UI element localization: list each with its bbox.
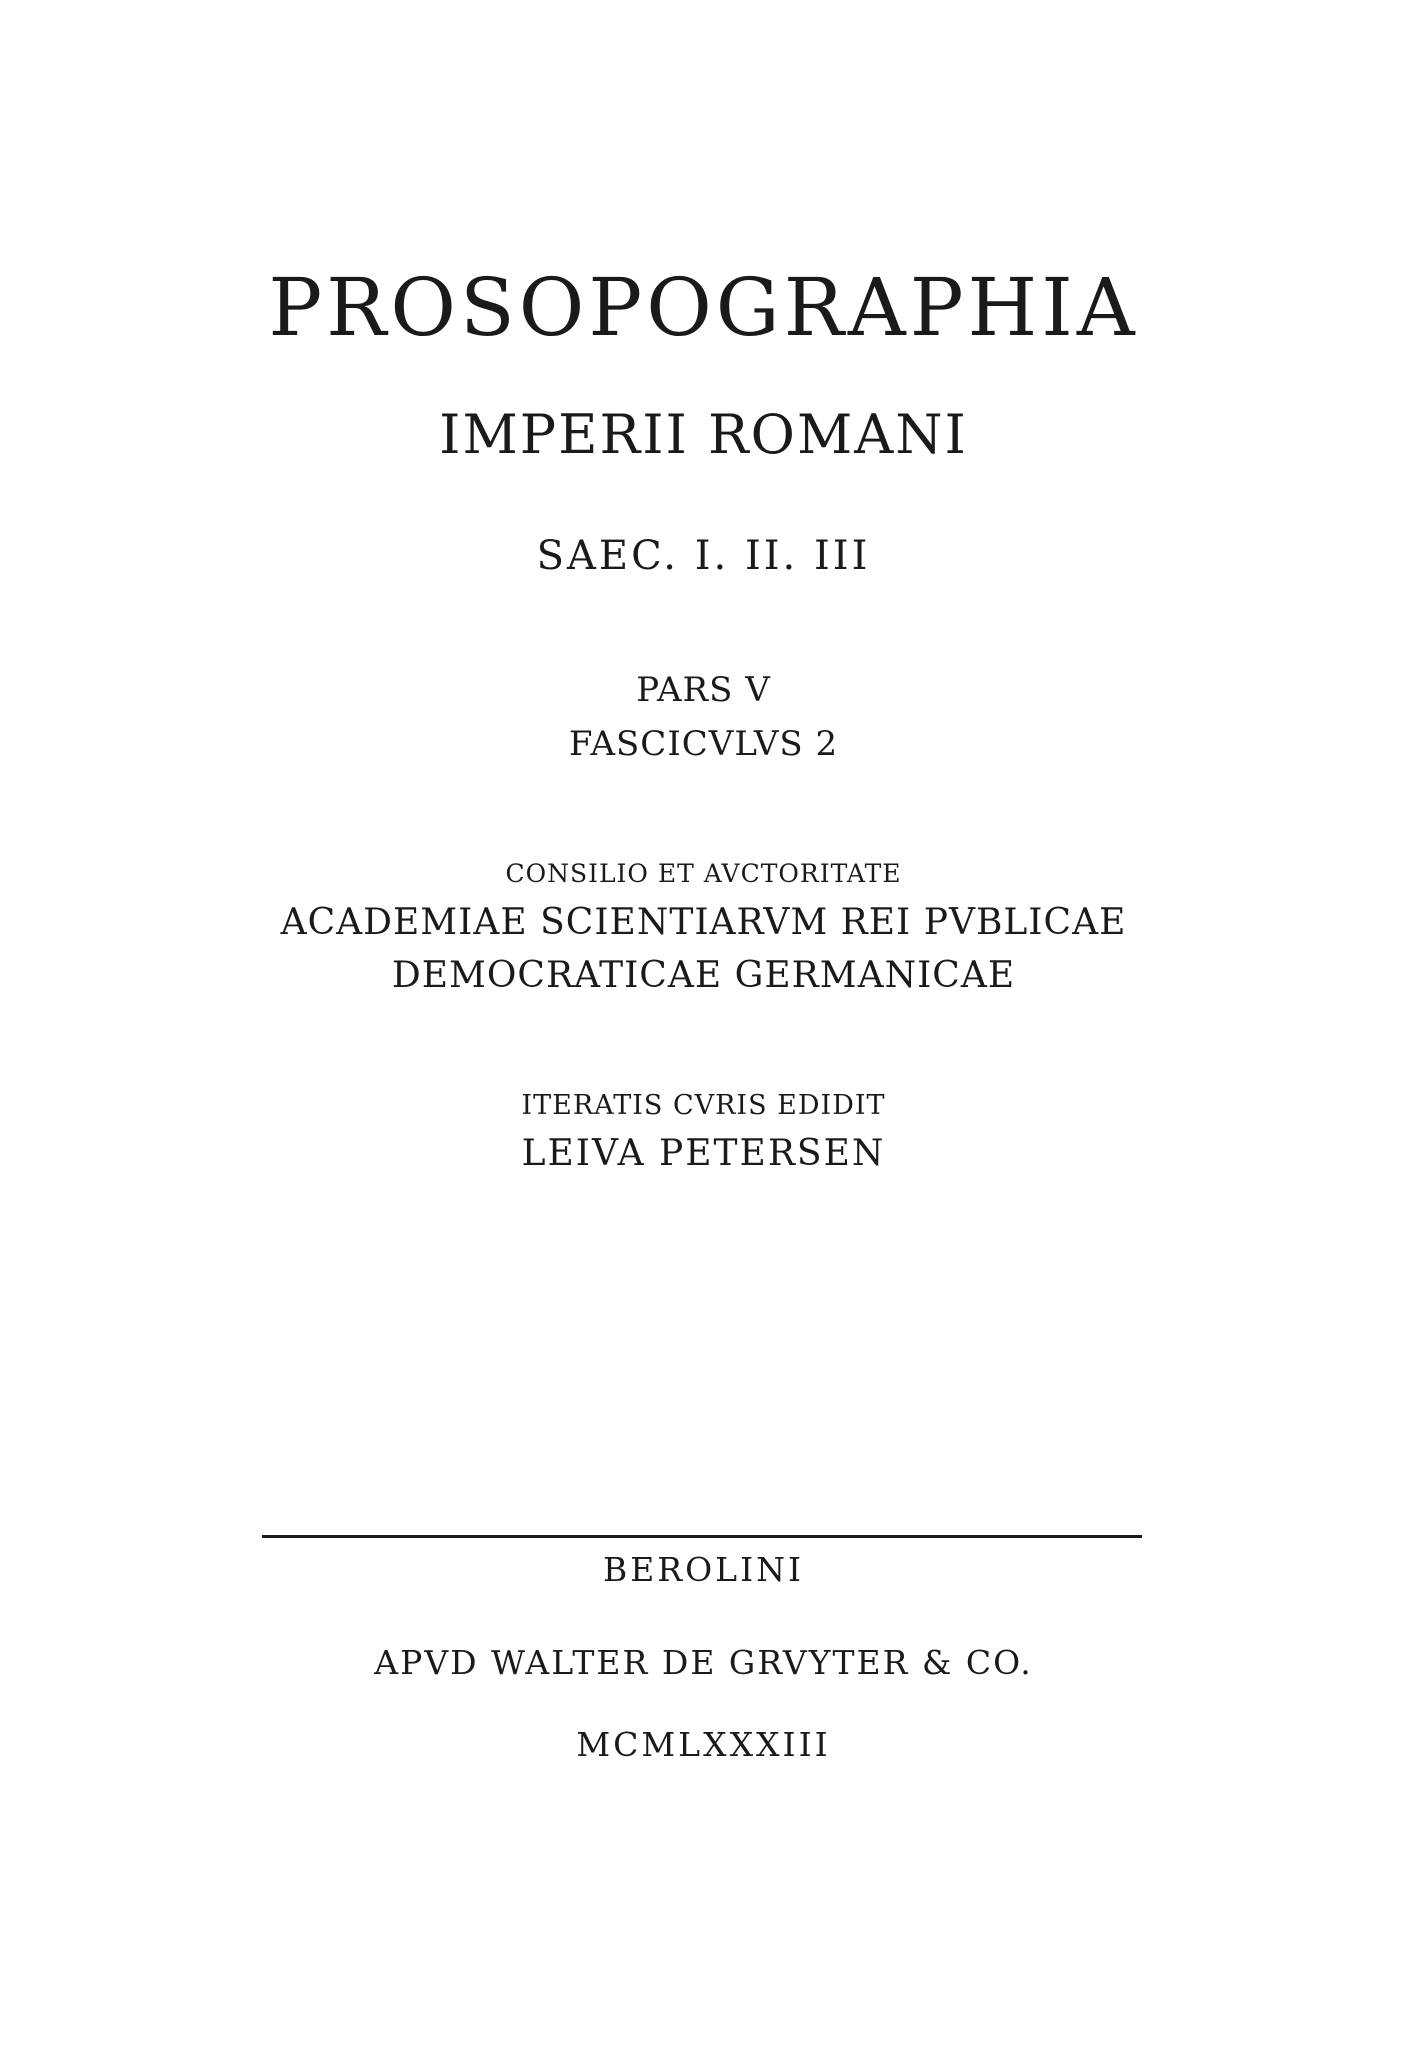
pars-line: PARS V — [636, 670, 771, 710]
editor-name: LEIVA PETERSEN — [521, 1133, 886, 1174]
imprint-year: MCMLXXXIII — [576, 1725, 831, 1764]
academy-line-2: DEMOCRATICAE GERMANICAE — [391, 955, 1016, 996]
book-title: PROSOPOGRAPHIA — [268, 261, 1139, 354]
editor-credit-label: ITERATIS CVRIS EDIDIT — [521, 1090, 886, 1121]
imprint-divider — [262, 1535, 1142, 1538]
imprint-publisher: APVD WALTER DE GRVYTER & CO. — [374, 1643, 1033, 1682]
saeculum-line: SAEC. I. II. III — [536, 533, 871, 579]
consilio-line: CONSILIO ET AVCTORITATE — [505, 859, 902, 888]
fasciculus-line: FASCICVLVS 2 — [568, 724, 839, 764]
book-subtitle: IMPERII ROMANI — [439, 403, 968, 466]
academy-line-1: ACADEMIAE SCIENTIARVM REI PVBLICAE — [280, 902, 1127, 943]
imprint-city: BEROLINI — [602, 1550, 805, 1589]
